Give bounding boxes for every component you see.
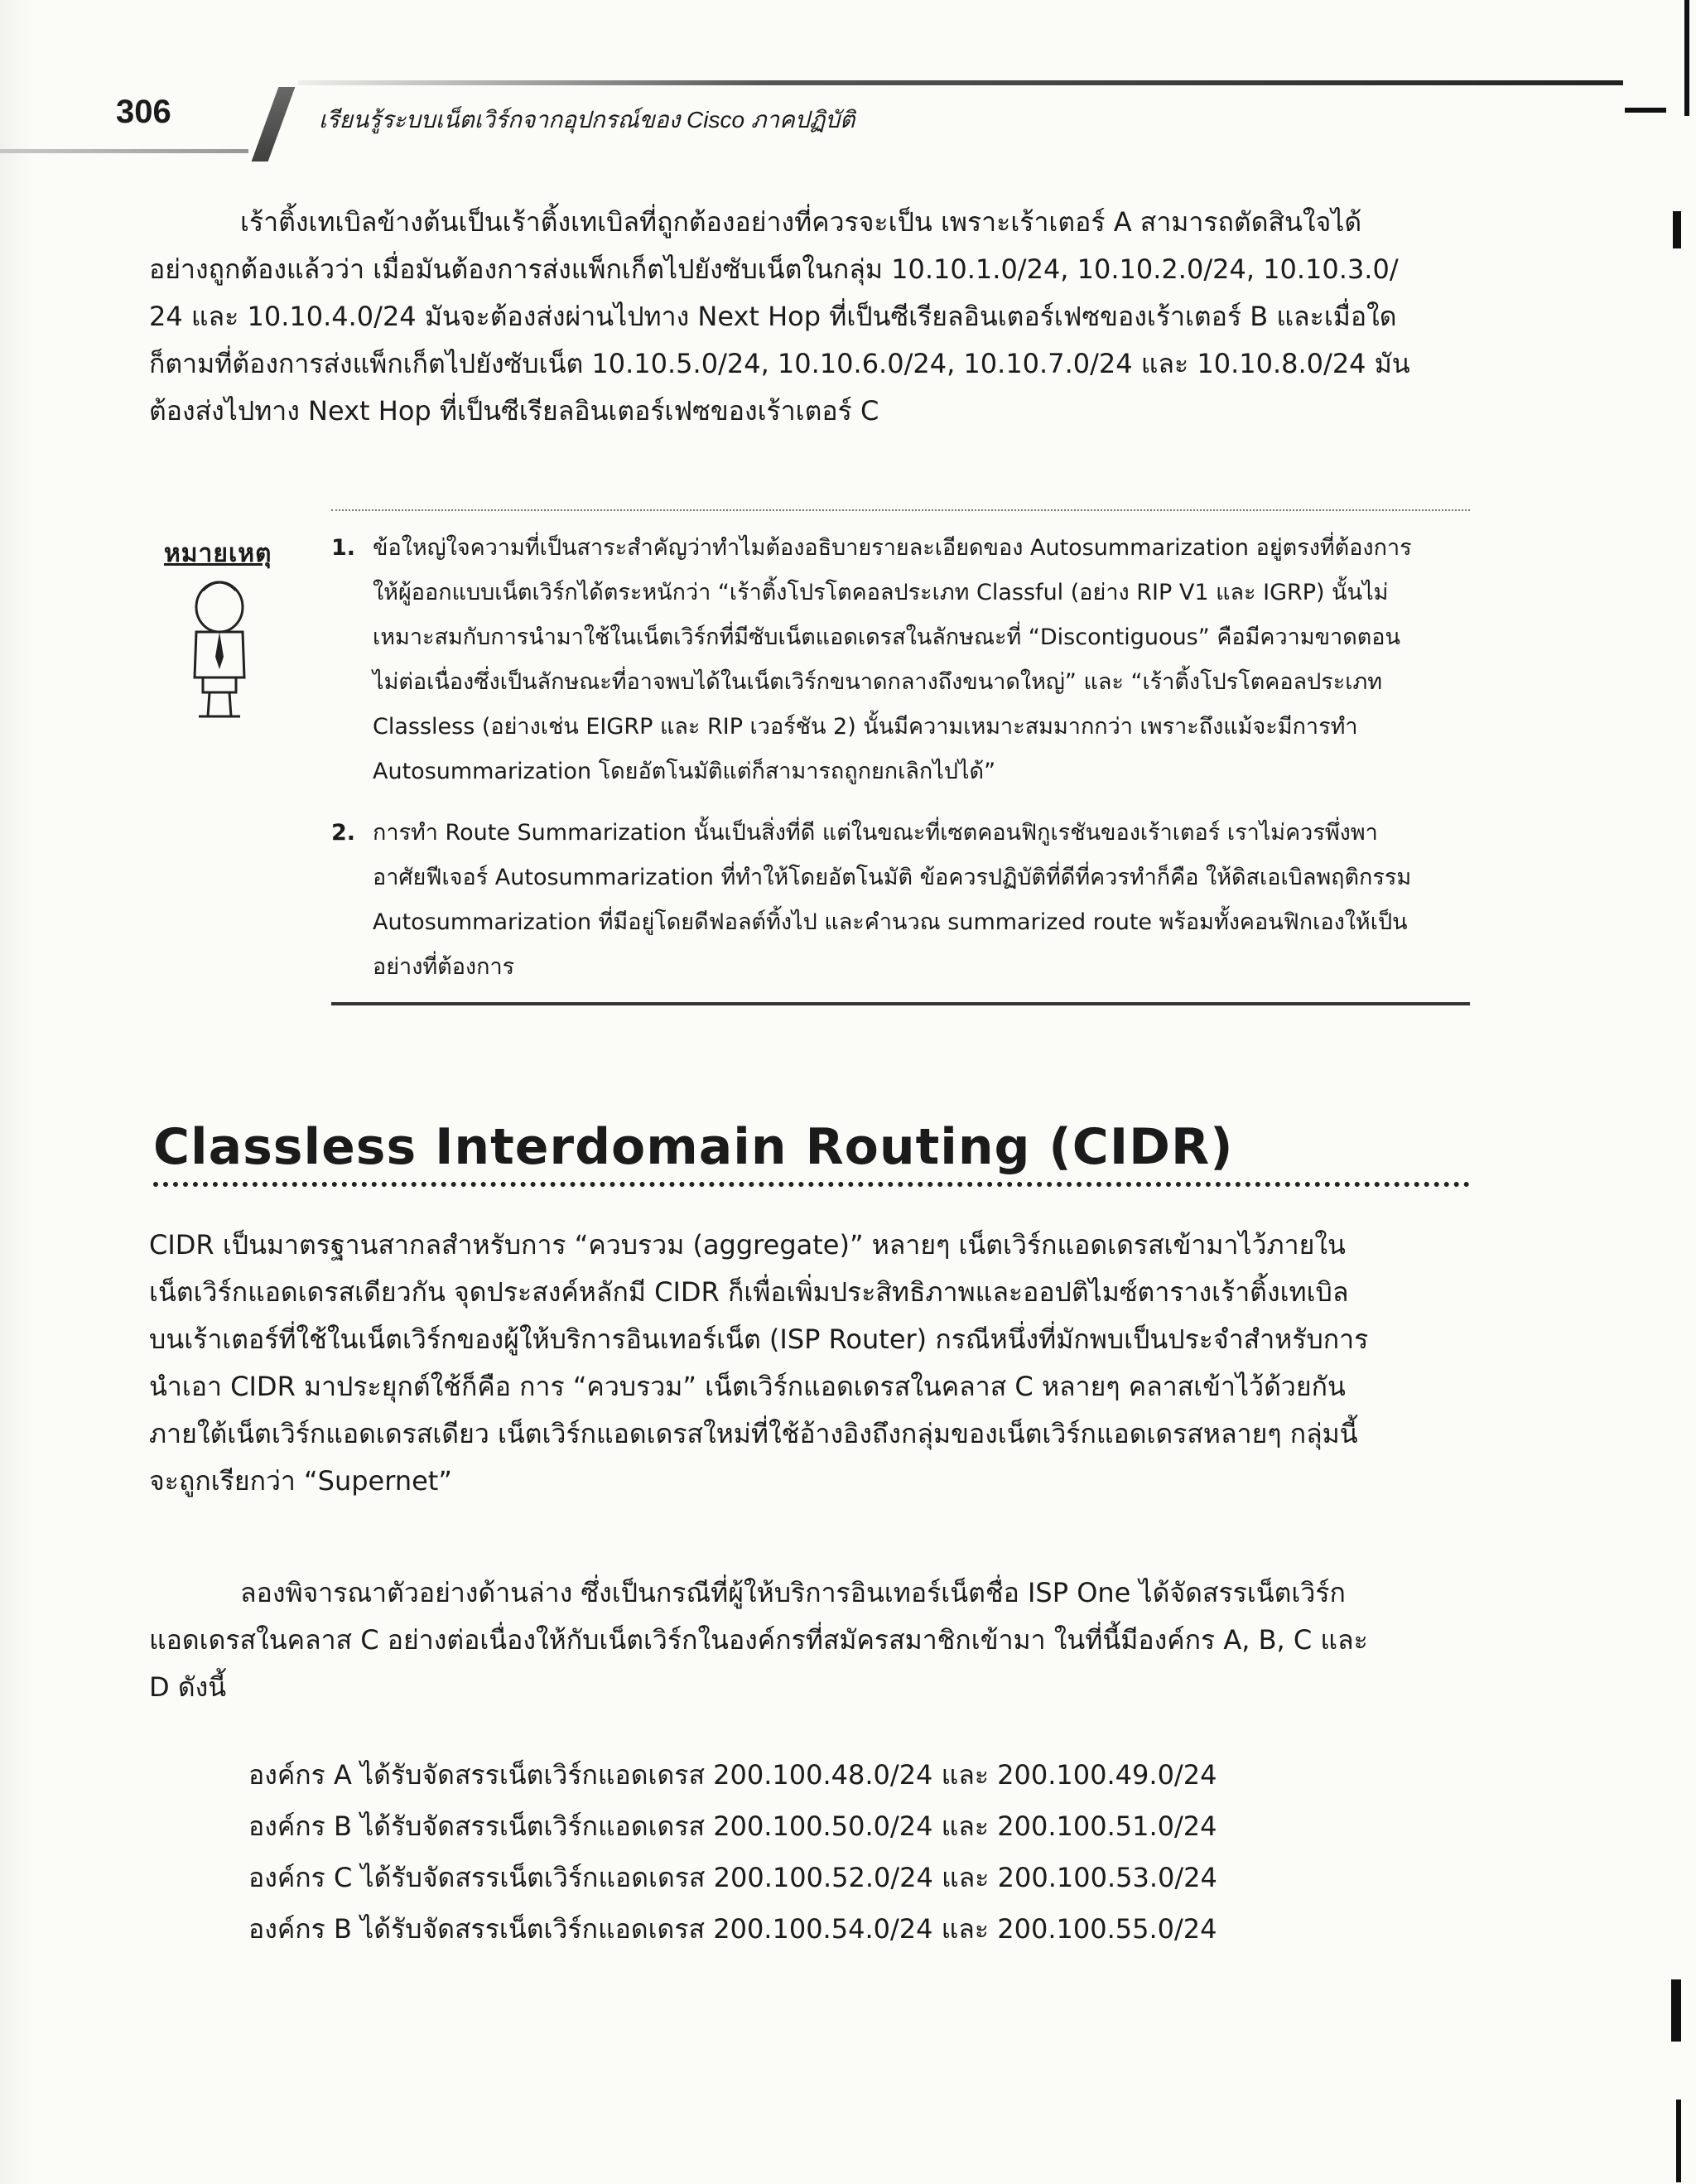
allocation-item: องค์กร B ได้รับจัดสรรเน็ตเวิร์กแอดเดรส 200.100.54.0/24 และ 200.100.55.0/24 [248,1913,1217,1945]
note-line: Autosummarization โดยอัตโนมัติแต่ก็สามารถถูกยกเลิกไปได้” [373,759,996,784]
allocation-item: องค์กร B ได้รับจัดสรรเน็ตเวิร์กแอดเดรส 200.100.50.0/24 และ 200.100.51.0/24 [248,1810,1217,1842]
allocation-list [248,1749,1217,1955]
note-line: ไม่ต่อเนื่องซึ่งเป็นลักษณะที่อาจพบได้ในเน็ตเวิร์กขนาดกลางถึงขนาดใหญ่” และ “เร้าติ้งโปรโตคอลประเภท [373,669,1383,695]
header-rule [0,149,248,153]
note-line: ข้อใหญ่ใจความที่เป็นสาระสำคัญว่าทำไมต้องอธิบายรายละเอียดของ Autosummarization อยู่ตรงที่ต้องการ [373,535,1412,561]
running-title: เรียนรู้ระบบเน็ตเวิร์กจากอุปกรณ์ของ Cisco ภาคปฏิบัติ [319,107,855,133]
section-heading: Classless Interdomain Routing (CIDR) [153,1118,1234,1176]
note-line: การทำ Route Summarization นั้นเป็นสิ่งที่ดี แต่ในขณะที่เซตคอนฟิกูเรชันของเร้าเตอร์ เราไม่ควรพึ่งพา [373,820,1378,846]
paragraph-line: D ดังนี้ [149,1671,227,1703]
note-line: อย่างที่ต้องการ [373,954,515,980]
note-bottom-rule [331,1002,1470,1005]
scan-edge-mark [1684,0,1689,116]
example-paragraph [149,1569,1466,1711]
note-line: Classless (อย่างเช่น EIGRP และ RIP เวอร์ชัน 2) นั้นมีความเหมาะสมมากกว่า เพราะถึงแม้จะมีการทำ [373,714,1358,740]
allocation-item: องค์กร A ได้รับจัดสรรเน็ตเวิร์กแอดเดรส 200.100.48.0/24 และ 200.100.49.0/24 [248,1759,1217,1791]
paragraph-line: นำเอา CIDR มาประยุกต์ใช้ก็คือ การ “ควบรวม” เน็ตเวิร์กแอดเดรสในคลาส C หลายๆ คลาสเข้าไว้ด้วยกัน [149,1371,1346,1402]
note-item-number: 1. [331,535,356,561]
page-header [108,87,1590,145]
scan-edge-mark [1676,2100,1681,2182]
note-line: ให้ผู้ออกแบบเน็ตเวิร์กได้ตระหนักว่า “เร้าติ้งโปรโตคอลประเภท Classful (อย่าง RIP V1 และ IGRP) นั้นไม่ [373,580,1389,605]
header-rule [298,80,1623,85]
note-box [157,509,1478,1006]
note-label: หมายเหตุ [164,540,272,567]
note-item [331,811,1474,990]
note-line: Autosummarization ที่มีอยู่โดยดีฟอลต์ทิ้งไป และคำนวณ summarized route พร้อมทั้งคอนฟิกเองให้เป็น [373,909,1408,935]
section-dotted-rule [153,1182,1470,1187]
note-line: อาศัยฟีเจอร์ Autosummarization ที่ทำให้โดยอัตโนมัติ ข้อควรปฏิบัติที่ดีที่ควรทำก็คือ ให้ดิสเอเบิลพฤติกรรม [373,865,1412,890]
intro-paragraph [149,199,1466,435]
scan-edge-mark [1673,211,1681,248]
paragraph-line: ภายใต้เน็ตเวิร์กแอดเดรสเดียว เน็ตเวิร์กแอดเดรสใหม่ที่ใช้อ้างอิงถึงกลุ่มของเน็ตเวิร์กแอดเดรสหลายๆ กลุ่มนี้ [149,1418,1358,1449]
paragraph-line: 24 และ 10.10.4.0/24 มันจะต้องส่งผ่านไปทาง Next Hop ที่เป็นซีเรียลอินเตอร์เฟซของเร้าเตอร์ B และเมื่อใด [149,301,1397,332]
paragraph-line: ต้องส่งไปทาง Next Hop ที่เป็นซีเรียลอินเตอร์เฟซของเร้าเตอร์ C [149,395,879,427]
scan-edge-mark [1625,108,1666,113]
paragraph-line: บนเร้าเตอร์ที่ใช้ในเน็ตเวิร์กของผู้ให้บริการอินเทอร์เน็ต (ISP Router) กรณีหนึ่งที่มักพบเป็นประจำสำหรับการ [149,1323,1369,1355]
paragraph-line: CIDR เป็นมาตรฐานสากลสำหรับการ “ควบรวม (aggregate)” หลายๆ เน็ตเวิร์กแอดเดรสเข้ามาไว้ภายใน [149,1229,1346,1261]
note-list [331,526,1474,1006]
note-person-icon [178,574,261,723]
note-item-number: 2. [331,820,356,846]
cidr-paragraph [149,1222,1466,1505]
note-item [331,526,1474,794]
paragraph-line: ก็ตามที่ต้องการส่งแพ็กเก็ตไปยังซับเน็ต 10.10.5.0/24, 10.10.6.0/24, 10.10.7.0/24 และ 10.10.8.0/24 มัน [149,348,1410,379]
header-decoration [252,87,296,162]
scan-edge-mark [1671,1979,1681,2042]
paragraph-line: เร้าติ้งเทเบิลข้างต้นเป็นเร้าติ้งเทเบิลที่ถูกต้องอย่างที่ควรจะเป็น เพราะเร้าเตอร์ A สามารถตัดสินใจได้ [240,206,1362,238]
note-line: เหมาะสมกับการนำมาใช้ในเน็ตเวิร์กที่มีซับเน็ตแอดเดรสในลักษณะที่ “Discontiguous” คือมีความขาดตอน [373,624,1400,650]
paragraph-line: เน็ตเวิร์กแอดเดรสเดียวกัน จุดประสงค์หลักมี CIDR ก็เพื่อเพิ่มประสิทธิภาพและออปติไมซ์ตารางเร้าติ้งเทเบิล [149,1276,1349,1308]
scan-shadow [0,0,33,2184]
paragraph-line: ลองพิจารณาตัวอย่างด้านล่าง ซึ่งเป็นกรณีที่ผู้ให้บริการอินเทอร์เน็ตชื่อ ISP One ได้จัดสรรเน็ตเวิร์ก [240,1577,1346,1608]
note-top-rule [331,509,1470,513]
paragraph-line: จะถูกเรียกว่า “Supernet” [149,1465,452,1497]
allocation-item: องค์กร C ได้รับจัดสรรเน็ตเวิร์กแอดเดรส 200.100.52.0/24 และ 200.100.53.0/24 [248,1862,1217,1893]
paragraph-line: แอดเดรสในคลาส C อย่างต่อเนื่องให้กับเน็ตเวิร์กในองค์กรที่สมัครสมาชิกเข้ามา ในที่นี้มีองค์กร A, B, C และ [149,1624,1368,1656]
page-number: 306 [116,94,171,130]
paragraph-line: อย่างถูกต้องแล้วว่า เมื่อมันต้องการส่งแพ็กเก็ตไปยังซับเน็ตในกลุ่ม 10.10.1.0/24, 10.10.2.0/24, 10.10.3.0/ [149,253,1399,285]
